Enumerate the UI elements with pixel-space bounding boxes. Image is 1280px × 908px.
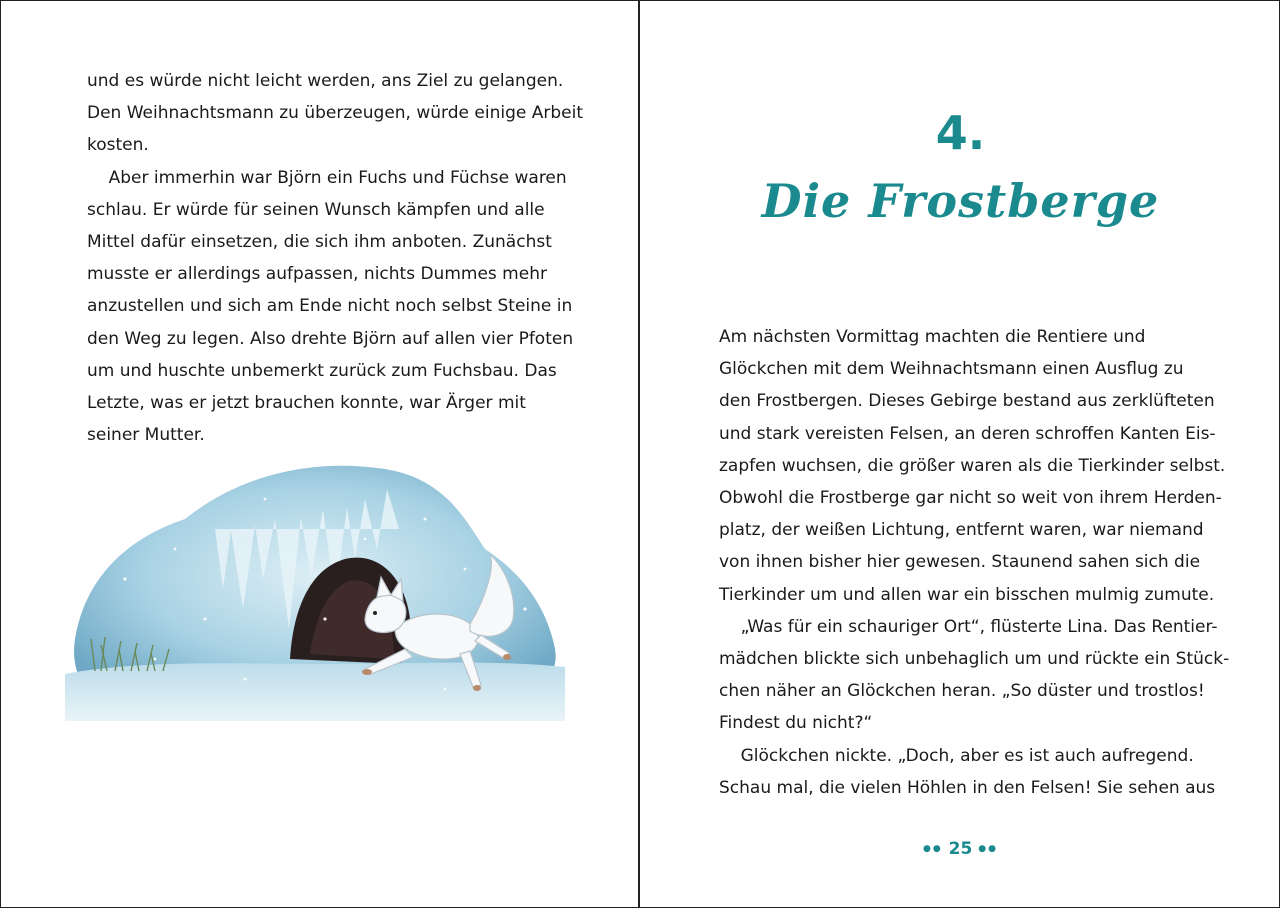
text-line: seiner Mutter. (87, 425, 205, 446)
illustration-svg (65, 459, 565, 721)
ice-cave-fox-illustration (65, 459, 565, 721)
text-line: zapfen wuchsen, die größer waren als die Tierkinder selbst. (719, 455, 1226, 476)
fox-eye (373, 611, 377, 615)
text-line: mädchen blickte sich unbehaglich um und rückte ein Stück- (719, 649, 1230, 670)
text-line: Obwohl die Frostberge gar nicht so weit von ihrem Herden- (719, 488, 1222, 509)
text-line: Schau mal, die vielen Höhlen in den Felsen! Sie sehen aus (719, 777, 1216, 798)
text-line: Aber immerhin war Björn ein Fuchs und Füchse waren (87, 167, 567, 188)
text-line: kosten. (87, 135, 149, 156)
text-line: Den Weihnachtsmann zu überzeugen, würde einige Arbeit (87, 103, 583, 124)
text-line: schlau. Er würde für seinen Wunsch kämpfen und alle (87, 199, 545, 220)
text-line: den Frostbergen. Dieses Gebirge bestand aus zerklüfteten (719, 391, 1215, 412)
text-line: chen näher an Glöckchen heran. „So düster und trostlos! (719, 681, 1205, 702)
text-line: und stark vereisten Felsen, an deren schroffen Kanten Eis- (719, 423, 1216, 444)
text-line: Tierkinder um und allen war ein bisschen mulmig zumute. (719, 584, 1215, 605)
right-page (642, 1, 1279, 907)
right-page-text (719, 321, 1230, 804)
text-line: von ihnen bisher hier gewesen. Staunend sahen sich die (719, 552, 1201, 573)
text-line: Letzte, was er jetzt brauchen konnte, war Ärger mit (87, 393, 526, 414)
chapter-title: Die Frostberge (761, 174, 1160, 228)
chapter-number: 4. (935, 106, 986, 160)
text-line: „Was für ein schauriger Ort“, flüsterte Lina. Das Rentier- (719, 616, 1218, 637)
dots-left-icon: ●● (923, 844, 943, 854)
dots-right-icon: ●● (978, 844, 998, 854)
text-line: Glöckchen mit dem Weihnachtsmann einen Ausflug zu (719, 359, 1184, 380)
text-line: platz, der weißen Lichtung, entfernt waren, war niemand (719, 520, 1204, 541)
left-page-text (87, 65, 583, 451)
text-line: Am nächsten Vormittag machten die Rentiere und (719, 327, 1146, 347)
text-line: um und huschte unbemerkt zurück zum Fuchsbau. Das (87, 360, 557, 381)
text-line: Glöckchen nickte. „Doch, aber es ist auch aufregend. (719, 745, 1194, 766)
text-line: und es würde nicht leicht werden, ans Ziel zu gelangen. (87, 71, 564, 91)
page-number-value: 25 (948, 839, 973, 859)
text-line: anzustellen und sich am Ende nicht noch selbst Steine in (87, 296, 573, 317)
text-line: Mittel dafür einsetzen, die sich ihm anboten. Zunächst (87, 232, 552, 253)
text-line: musste er allerdings aufpassen, nichts Dummes mehr (87, 264, 547, 285)
page-number (642, 837, 1279, 861)
left-page (1, 1, 640, 907)
text-line: den Weg zu legen. Also drehte Björn auf allen vier Pfoten (87, 328, 574, 349)
text-line: Findest du nicht?“ (719, 713, 873, 734)
snow-ground (65, 662, 565, 721)
